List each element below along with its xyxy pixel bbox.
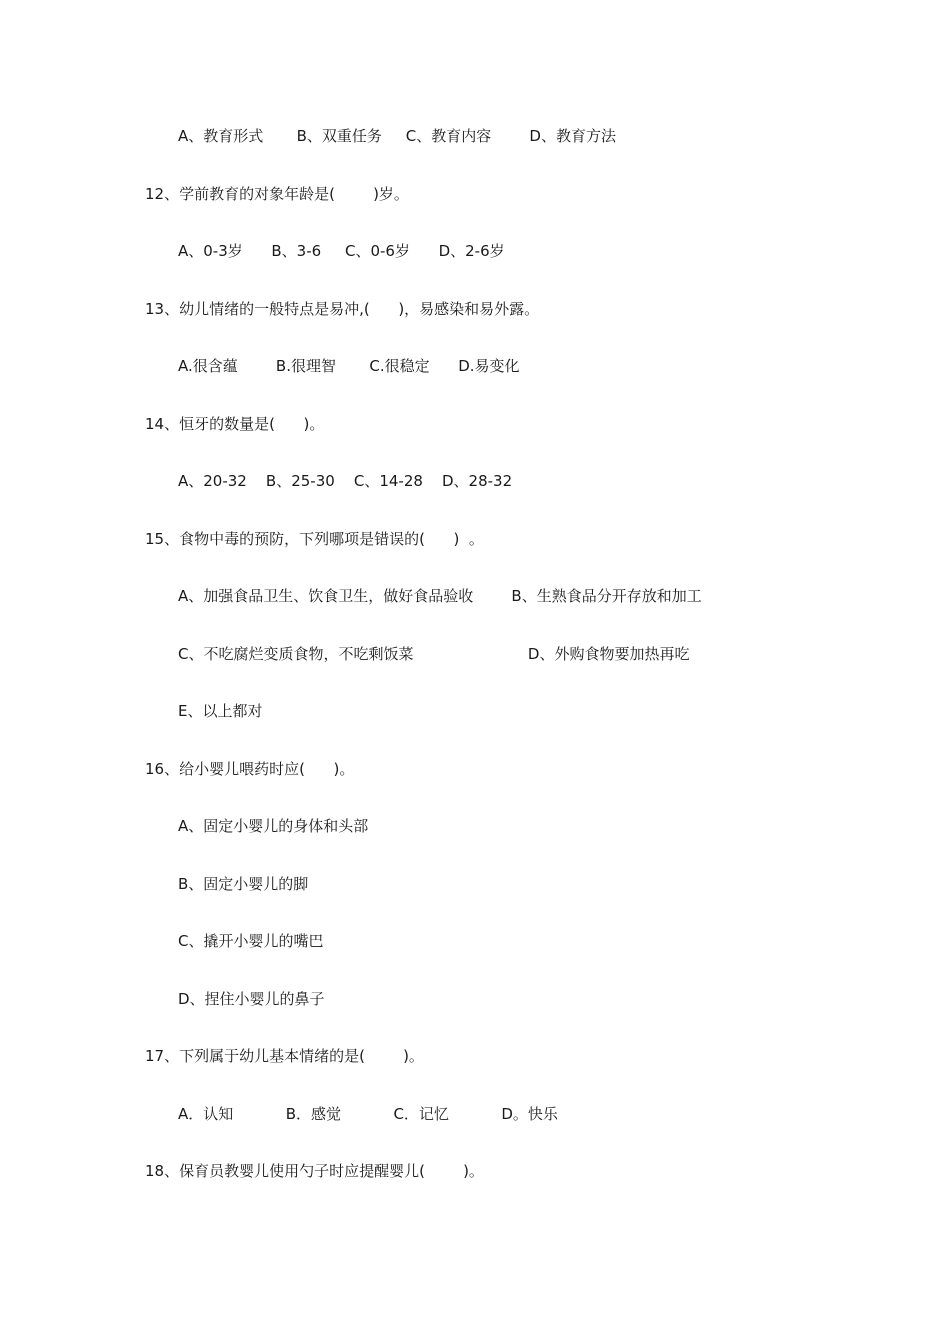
q16-option-d: D、捏住小婴儿的鼻子 [178,990,325,1008]
q12-question: 12、学前教育的对象年龄是( )岁。 [145,185,409,203]
q16-question: 16、给小婴儿喂药时应( )。 [145,760,355,778]
q15-options-cd: C、不吃腐烂变质食物，不吃剩饭菜 D、外购食物要加热再吃 [178,645,690,663]
q14-options: A、20-32 B、25-30 C、14-28 D、28-32 [178,472,513,490]
q15-options-ab: A、加强食品卫生、饮食卫生，做好食品验收 B、生熟食品分开存放和加工 [178,587,702,605]
q17-question: 17、下列属于幼儿基本情绪的是( )。 [145,1047,424,1065]
q12-options: A、0-3岁 B、3-6 C、0-6岁 D、2-6岁 [178,242,505,260]
q15-question: 15、食物中毒的预防，下列哪项是错误的( ) 。 [145,530,484,548]
q15-option-e: E、以上都对 [178,702,263,720]
q11-options: A、教育形式 B、双重任务 C、教育内容 D、教育方法 [178,127,616,145]
q18-question: 18、保育员教婴儿使用勺子时应提醒婴儿( )。 [145,1162,484,1180]
q14-question: 14、恒牙的数量是( )。 [145,415,325,433]
q17-options: A．认知 B．感觉 C．记忆 D。快乐 [178,1105,558,1123]
q16-option-b: B、固定小婴儿的脚 [178,875,309,893]
q13-question: 13、幼儿情绪的一般特点是易冲,( )，易感染和易外露。 [145,300,540,318]
q16-option-c: C、撬开小婴儿的嘴巴 [178,932,324,950]
q13-options: A.很含蕴 B.很理智 C.很稳定 D.易变化 [178,357,520,375]
q16-option-a: A、固定小婴儿的身体和头部 [178,817,369,835]
